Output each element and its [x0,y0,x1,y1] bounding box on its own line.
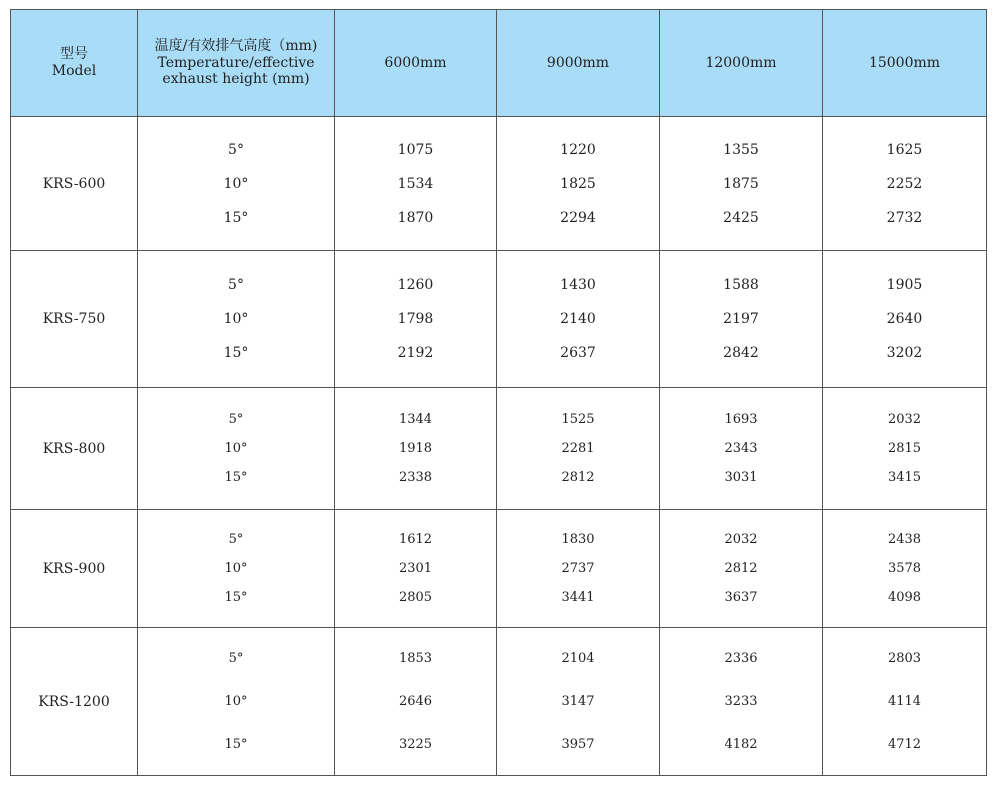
height-value: 3202 [886,345,923,361]
model-cell: KRS-600 [11,117,138,251]
model-cell: KRS-900 [11,510,138,628]
temperature-value: 5° [228,412,244,427]
height-value: 1260 [397,277,434,293]
value-cell [660,628,823,776]
table-row [11,251,987,388]
height-value: 1075 [397,141,434,158]
temperature-list [138,525,334,612]
value-cell [335,510,497,628]
height-value: 1344 [398,412,433,427]
header-length-9000: 9000mm [497,10,660,117]
temperature-cell [138,628,335,776]
temperature-list [138,133,334,235]
value-list [497,637,659,766]
height-value: 2032 [724,532,758,547]
height-value: 2812 [724,561,758,576]
value-list [660,637,822,766]
height-value: 2343 [724,441,758,456]
model-cell: KRS-1200 [11,628,138,776]
value-cell [497,117,660,251]
height-value: 2438 [887,532,922,547]
value-cell [823,251,987,388]
temperature-list [138,268,334,370]
height-value: 2252 [886,175,923,192]
height-value: 2294 [560,209,596,226]
height-value: 2737 [561,561,595,576]
header-temperature [138,10,335,117]
header-model [11,10,138,117]
height-value: 2732 [886,209,923,226]
height-value: 1875 [723,175,759,192]
value-cell [660,117,823,251]
temperature-cell [138,251,335,388]
value-list [497,405,659,492]
value-list [660,525,822,612]
header-temp-en-1: Temperature/effective [157,54,315,71]
height-value: 2104 [561,651,595,666]
value-cell [335,117,497,251]
value-list [823,268,986,370]
value-cell [335,628,497,776]
temperature-cell [138,388,335,510]
value-cell [660,510,823,628]
header-temp-cn: 温度/有效排气高度（mm) [154,37,318,54]
value-cell [823,510,987,628]
temperature-cell [138,510,335,628]
value-list [497,268,659,370]
value-list [335,268,496,370]
height-value: 3233 [724,694,758,709]
value-list [660,268,822,370]
height-value: 2842 [723,345,759,361]
value-cell [660,251,823,388]
height-value: 3031 [724,470,758,485]
height-value: 1853 [398,651,433,666]
value-list [823,525,986,612]
value-cell [823,388,987,510]
height-value: 2425 [723,209,759,226]
value-list [335,133,496,235]
temperature-value: 5° [228,532,244,547]
height-value: 3415 [887,470,922,485]
height-value: 4114 [887,694,922,709]
value-list [335,405,496,492]
height-value: 2281 [561,441,595,456]
temperature-list [138,637,334,766]
height-value: 4098 [887,590,922,605]
header-temp-en-2: exhaust height (mm) [162,71,310,88]
height-value: 1525 [561,412,595,427]
value-list [660,133,822,235]
height-value: 2646 [398,694,433,709]
height-value: 2192 [397,345,434,361]
height-value: 2140 [560,311,596,327]
value-list [660,405,822,492]
height-value: 3225 [398,737,433,752]
value-list [497,525,659,612]
height-value: 1825 [560,175,596,192]
height-value: 2032 [887,412,922,427]
height-value: 2812 [561,470,595,485]
value-cell [335,251,497,388]
temperature-value: 5° [228,277,244,293]
height-value: 1430 [560,277,596,293]
height-value: 1830 [561,532,595,547]
temperature-value: 15° [224,590,248,605]
height-value: 1798 [397,311,434,327]
temperature-value: 5° [228,651,244,666]
temperature-value: 15° [223,209,249,226]
temperature-value: 10° [223,175,249,192]
value-cell [823,628,987,776]
temperature-list [138,405,334,492]
height-value: 2336 [724,651,758,666]
header-model-cn: 型号 [60,46,88,63]
height-value: 2637 [560,345,596,361]
value-cell [335,388,497,510]
height-value: 1588 [723,277,759,293]
value-cell [497,388,660,510]
temperature-value: 10° [224,561,248,576]
value-list [335,637,496,766]
spec-table [10,9,987,776]
height-value: 2815 [887,441,922,456]
height-value: 1220 [560,141,596,158]
height-value: 1534 [397,175,434,192]
table-body [11,117,987,776]
height-value: 3578 [887,561,922,576]
model-cell: KRS-800 [11,388,138,510]
height-value: 2301 [398,561,433,576]
value-cell [497,510,660,628]
table-row [11,510,987,628]
value-list [823,637,986,766]
table-row [11,628,987,776]
value-list [497,133,659,235]
height-value: 2640 [886,311,923,327]
temperature-value: 15° [224,737,248,752]
height-value: 2803 [887,651,922,666]
value-cell [660,388,823,510]
value-list [335,525,496,612]
temperature-value: 15° [224,470,248,485]
temperature-value: 15° [223,345,249,361]
value-cell [823,117,987,251]
height-value: 3957 [561,737,595,752]
height-value: 3147 [561,694,595,709]
header-length-12000: 12000mm [660,10,823,117]
table-row [11,117,987,251]
temperature-value: 10° [223,311,249,327]
height-value: 1693 [724,412,758,427]
height-value: 1918 [398,441,433,456]
header-model-en: Model [51,63,97,79]
value-list [823,405,986,492]
value-list [823,133,986,235]
height-value: 3441 [561,590,595,605]
value-cell [497,251,660,388]
height-value: 4712 [887,737,922,752]
height-value: 2338 [398,470,433,485]
model-cell: KRS-750 [11,251,138,388]
height-value: 1612 [398,532,433,547]
height-value: 1870 [397,209,434,226]
header-length-6000: 6000mm [335,10,497,117]
header-row [11,10,987,117]
value-cell [497,628,660,776]
height-value: 2805 [398,590,433,605]
height-value: 1355 [723,141,759,158]
height-value: 2197 [723,311,759,327]
temperature-value: 10° [224,694,248,709]
temperature-value: 5° [228,141,244,158]
temperature-value: 10° [224,441,248,456]
header-length-15000: 15000mm [823,10,987,117]
height-value: 4182 [724,737,758,752]
height-value: 1625 [886,141,923,158]
height-value: 3637 [724,590,758,605]
temperature-cell [138,117,335,251]
table-row [11,388,987,510]
height-value: 1905 [886,277,923,293]
